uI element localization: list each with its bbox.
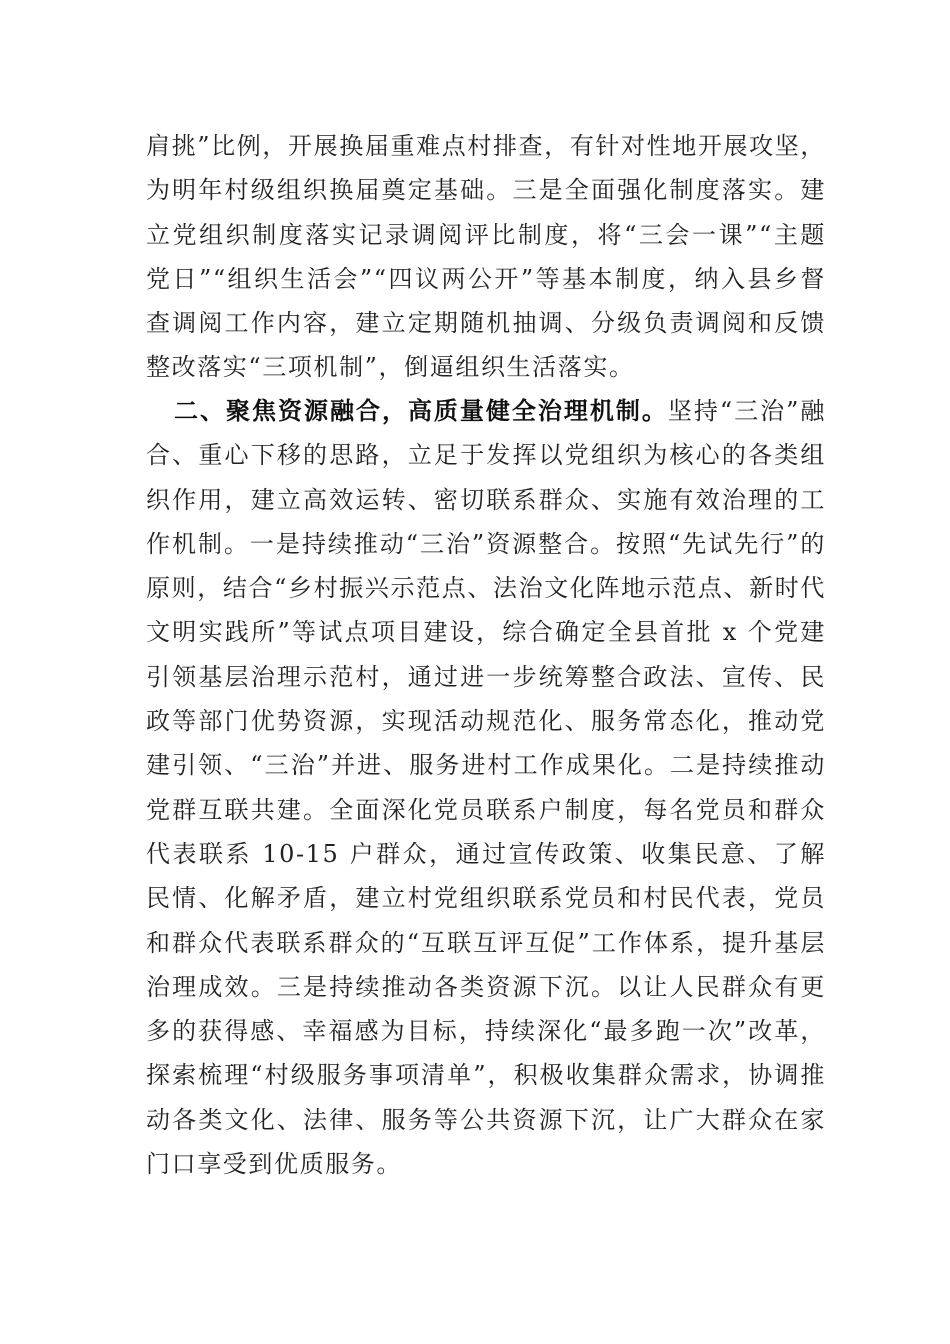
paragraph-continued: 肩挑”比例，开展换届重难点村排查，有针对性地开展攻坚，为明年村级组织换届奠定基础。三是全面强化制度落实。建立党组织制度落实记录调阅评比制度，将“三会一课”“主题党日”“组织生活会”“四议两公开”等基本制度，纳入县乡督查调阅工作内容，建立定期随机抽调、分级负责调阅和反馈整改落实“三项机制”，倒逼组织生活落实。 xyxy=(146,132,826,382)
paragraph-section-two xyxy=(146,389,826,1186)
section-body-text: 坚持“三治”融合、重心下移的思路，立足于发挥以党组织为核心的各类组织作用，建立高效运转、密切联系群众、实施有效治理的工作机制。一是持续推动“三治”资源整合。按照“先试先行”的原则，结合“乡村振兴示范点、法治文化阵地示范点、新时代文明实践所”等试点项目建设，综合确定全县首批 x 个党建引领基层治理示范村，通过进一步统筹整合政法、宣传、民政等部门优势资源，实现活动规范化、服务常态化，推动党建引领、“三治”并进、服务进村工作成果化。二是持续推动党群互联共建。全面深化党员联系户制度，每名党员和群众代表联系 10-15 户群众，通过宣传政策、收集民意、了解民情、化解矛盾，建立村党组织联系党员和村民代表，党员和群众代表联系群众的“互联互评互促”工作体系，提升基层治理成效。三是持续推动各类资源下沉。以让人民群众有更多的获得感、幸福感为目标，持续深化“最多跑一次”改革，探索梳理“村级服务事项清单”，积极收集群众需求，协调推动各类文化、法律、服务等公共资源下沉，让广大群众在家门口享受到优质服务。 xyxy=(146,397,826,1179)
section-heading: 二、聚焦资源融合，高质量健全治理机制。 xyxy=(174,397,668,425)
